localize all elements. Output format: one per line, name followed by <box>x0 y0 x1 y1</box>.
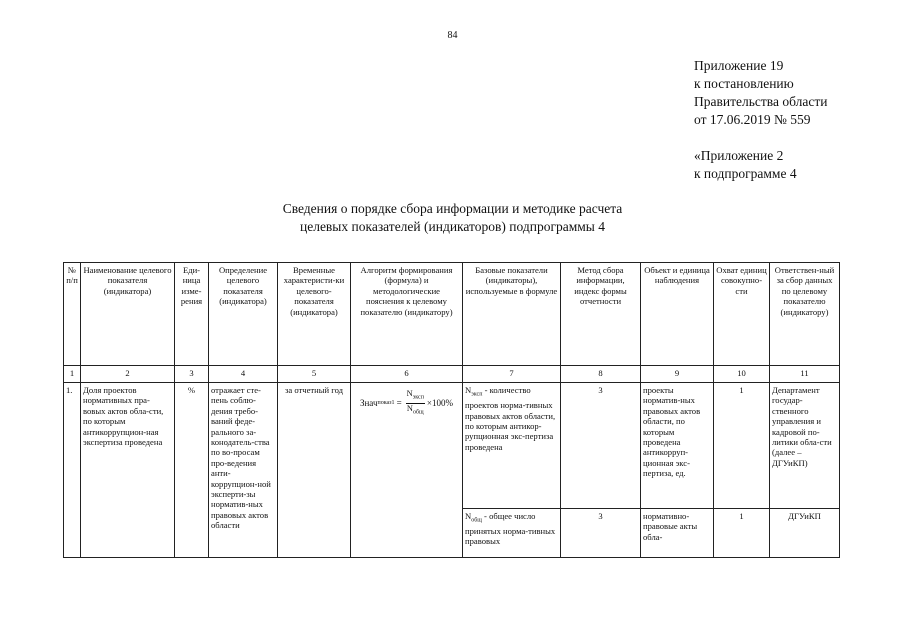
title-line: Сведения о порядке сбора информации и методике расчета <box>282 201 623 216</box>
table-header-cell: Временные характеристи-ки целевого-показателя (индикатора) <box>278 263 351 366</box>
column-number-cell: 7 <box>463 366 561 383</box>
appendix-block <box>694 57 827 129</box>
formula <box>353 389 460 418</box>
base-indicator-cell <box>463 383 561 509</box>
formula-cell <box>351 383 463 558</box>
base-symbol-sub: общ <box>471 517 482 524</box>
base-symbol: N <box>465 385 472 395</box>
formula-denominator <box>406 404 425 418</box>
column-number-cell: 10 <box>714 366 770 383</box>
formula-lhs-sub: показ1 <box>377 400 395 407</box>
formula-numerator <box>406 389 425 404</box>
column-number-cell: 5 <box>278 366 351 383</box>
table-row <box>64 383 840 509</box>
table-header-cell: Определение целевого показателя (индикатора) <box>209 263 278 366</box>
formula-numerator-symbol: N <box>406 389 413 398</box>
document-title <box>150 200 755 236</box>
formula-lhs: Знач <box>359 398 378 409</box>
coverage-cell: 1 <box>714 383 770 509</box>
table-header-cell: Ответствен-ный за сбор данных по целевому показателю (индикатору) <box>770 263 840 366</box>
table-header-cell: Объект и единица наблюдения <box>641 263 714 366</box>
column-number-cell: 4 <box>209 366 278 383</box>
base-symbol-sub: эксп <box>471 391 483 398</box>
appendix-line: от 17.06.2019 № 559 <box>694 112 811 127</box>
table-header-cell: Еди-ница изме-рения <box>175 263 209 366</box>
row-number-cell: 1. <box>64 383 81 558</box>
object-cell: проекты норматив-ных правовых актов области, по которым проведена антикорруп-ционная экс-пертиза, ед. <box>641 383 714 509</box>
column-number-cell: 2 <box>81 366 175 383</box>
indicator-name-cell: Доля проектов нормативных пра-вовых актов обла-сти, по которым антикоррупцион-ная экспертиза проведена <box>81 383 175 558</box>
base-indicator-cell <box>463 508 561 557</box>
method-cell: 3 <box>561 508 641 557</box>
column-number-cell: 6 <box>351 366 463 383</box>
appendix2-line: к подпрограмме 4 <box>694 166 797 181</box>
column-number-row <box>64 366 840 383</box>
table-header-cell: Алгоритм формирования (формула) и методологические пояснения к целевому показателю (индикатору) <box>351 263 463 366</box>
table-header-cell: № п/п <box>64 263 81 366</box>
page-number: 84 <box>447 30 458 41</box>
object-cell: нормативно-правовые акты обла- <box>641 508 714 557</box>
column-number-cell: 3 <box>175 366 209 383</box>
formula-numerator-sub: эксп <box>412 394 424 401</box>
base-text: - общее число принятых норма-тивных правовых <box>465 510 556 547</box>
column-number-cell: 9 <box>641 366 714 383</box>
definition-cell: отражает сте-пень соблю-дения требо-ваний феде-рального за-конодатель-ства по во-просам про-ведения анти-коррупцион-ной эксперти-зы норматив-ных правовых актов области <box>209 383 278 558</box>
appendix2-block <box>694 147 797 183</box>
appendix-line: Приложение 19 <box>694 58 784 73</box>
title-line: целевых показателей (индикаторов) подпрограммы 4 <box>299 219 606 234</box>
time-characteristics-cell: за отчетный год <box>278 383 351 558</box>
table-header-cell: Охват единиц совокупно-сти <box>714 263 770 366</box>
appendix-line: Правительства области <box>694 94 828 109</box>
appendix2-line: «Приложение 2 <box>694 148 784 163</box>
column-number-cell: 11 <box>770 366 840 383</box>
formula-denominator-symbol: N <box>406 404 413 414</box>
responsible-cell: Департамент государ-ственного управления и кадровой по-литики обла-сти (далее – ДГУиКП) <box>770 383 840 509</box>
formula-tail: ×100% <box>426 398 453 409</box>
base-text: - количество проектов норма-тивных правовых актов области, по которым антикор-рупционная экс-пертиза проведена <box>465 385 556 452</box>
indicator-table <box>63 262 840 558</box>
table-header-cell: Метод сбора информации, индекс формы отчетности <box>561 263 641 366</box>
table-header-row <box>64 263 840 366</box>
column-number-cell: 8 <box>561 366 641 383</box>
unit-cell: % <box>175 383 209 558</box>
formula-fraction <box>406 389 425 418</box>
appendix-line: к постановлению <box>694 76 794 91</box>
coverage-cell: 1 <box>714 508 770 557</box>
responsible-cell: ДГУиКП <box>770 508 840 557</box>
column-number-cell: 1 <box>64 366 81 383</box>
formula-equals: = <box>396 398 402 409</box>
table-header-cell: Наименование целевого показателя (индикатора) <box>81 263 175 366</box>
table-header-cell: Базовые показатели (индикаторы), используемые в формуле <box>463 263 561 366</box>
formula-denominator-sub: общ <box>412 409 424 416</box>
base-symbol: N <box>465 510 472 521</box>
method-cell: 3 <box>561 383 641 509</box>
